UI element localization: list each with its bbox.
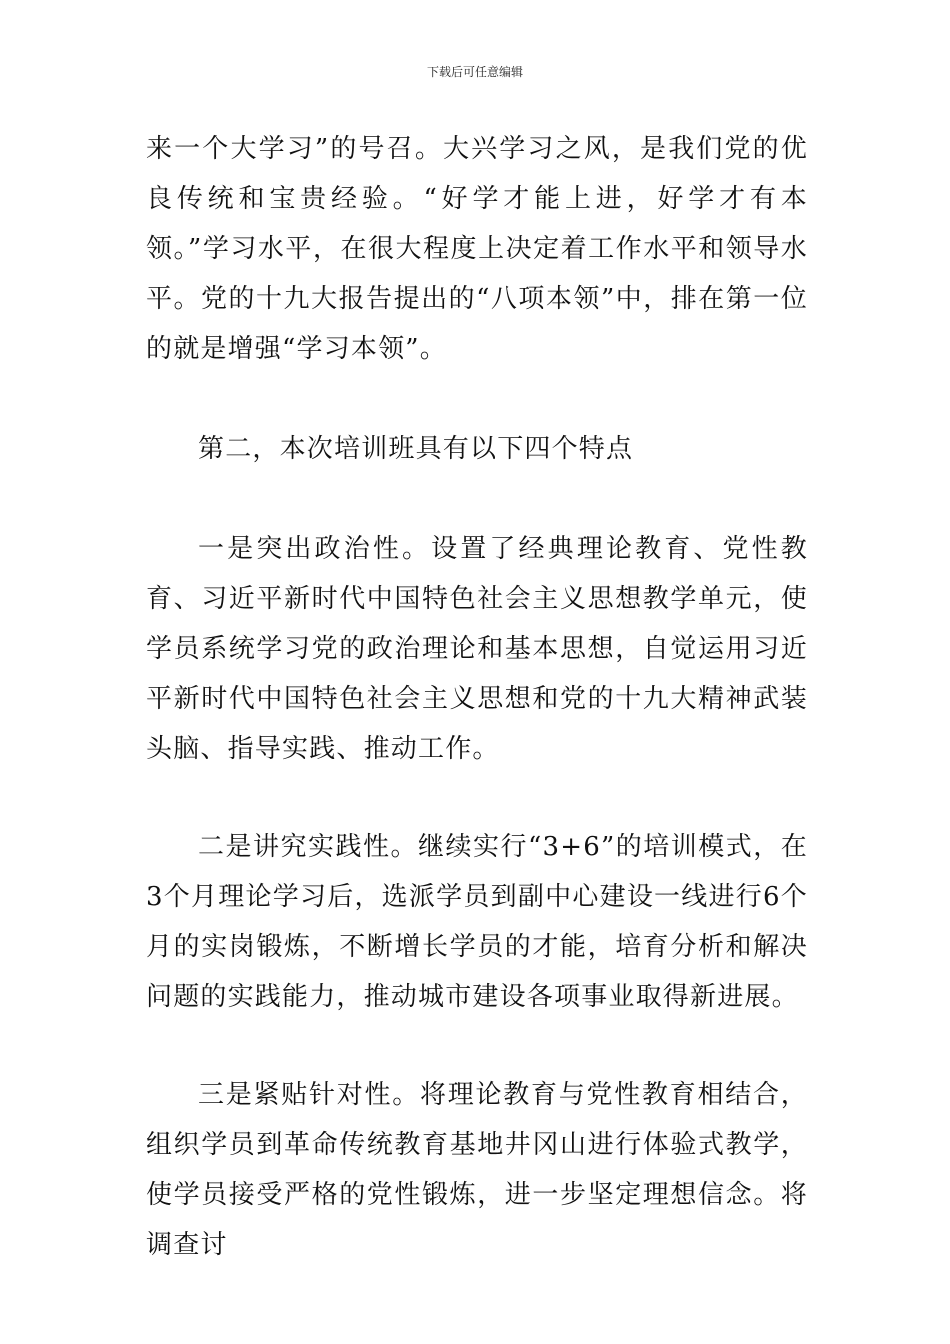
page-header: 下载后可任意编辑 bbox=[426, 65, 523, 79]
body-text-block bbox=[146, 524, 808, 774]
paragraph-targeted: 三是紧贴针对性。将理论教育与党性教育相结合，组织学员到革命传统教育基地井冈山进行体验式教学，使学员接受严格的党性锻炼，进一步坚定理想信念。将调查讨 bbox=[146, 1080, 808, 1260]
paragraph-political: 一是突出政治性。设置了经典理论教育、党性教育、习近平新时代中国特色社会主义思想教学单元，使学员系统学习党的政治理论和基本思想，自觉运用习近平新时代中国特色社会主义思想和党的十九大精神武装头脑、指导实践、推动工作。 bbox=[146, 534, 808, 764]
body-text-block bbox=[146, 822, 808, 1022]
paragraph-practical: 二是讲究实践性。继续实行“3+6”的培训模式，在3个月理论学习后，选派学员到副中心建设一线进行6个月的实岗锻炼，不断增长学员的才能，培育分析和解决问题的实践能力，推动城市建设各项事业取得新进展。 bbox=[146, 832, 808, 1012]
paragraph-continuation: 来一个大学习”的号召。大兴学习之风，是我们党的优良传统和宝贵经验。“好学才能上进，好学才有本领。”学习水平，在很大程度上决定着工作水平和领导水平。党的十九大报告提出的“八项本领”中，排在第一位的就是增强“学习本领”。 bbox=[146, 134, 808, 364]
body-text-block bbox=[146, 124, 808, 374]
body-text-block bbox=[146, 1070, 808, 1270]
section-heading: 第二，本次培训班具有以下四个特点 bbox=[198, 434, 634, 464]
body-text-block bbox=[146, 424, 808, 474]
